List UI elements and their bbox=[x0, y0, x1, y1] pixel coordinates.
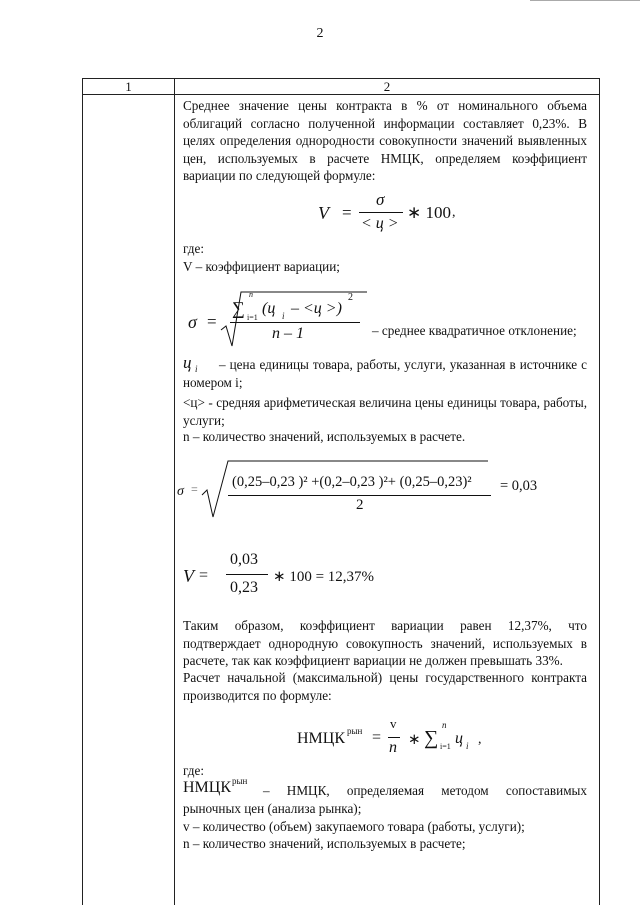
formula-sigma-calc-den: 2 bbox=[356, 497, 364, 513]
nmck-symbol: НМЦК bbox=[183, 779, 232, 796]
table-column-divider bbox=[174, 78, 175, 905]
formula-v-calc-rest: ∗ 100 = 12,37% bbox=[273, 569, 375, 585]
formula-v-calc-den: 0,23 bbox=[230, 579, 258, 596]
formula-nmck-eq: = bbox=[372, 729, 382, 746]
formula-v-tail: , bbox=[452, 205, 456, 220]
formula-nmck-sum-bot: i=1 bbox=[440, 742, 451, 751]
table-right-border bbox=[599, 78, 600, 905]
formula-nmck-sup: рын bbox=[347, 726, 363, 736]
formula-v-calc-bar bbox=[226, 574, 268, 575]
formula-sigma-calc-result: = 0,03 bbox=[500, 478, 538, 494]
n-definition-2: n – количество значений, используемых в расчете; bbox=[183, 836, 466, 851]
ci-definition: – цена единицы товара, работы, услуги, указанная в источнике с номером i; bbox=[183, 357, 587, 390]
formula-sigma-desc: – среднее квадратичное отклонение; bbox=[372, 323, 577, 338]
formula-v-lhs: V bbox=[318, 203, 329, 223]
table-header-col2: 2 bbox=[383, 79, 391, 94]
formula-nmck-sum: ∑ bbox=[424, 727, 439, 749]
page-number: 2 bbox=[316, 26, 324, 41]
formula-nmck-tail: , bbox=[478, 732, 482, 747]
formula-sigma-sum-bot: i=1 bbox=[247, 313, 258, 322]
formula-sigma-lhs: σ bbox=[188, 312, 197, 332]
intro-paragraph: Среднее значение цены контракта в % от номинального объема облигаций согласно полученной информации составляет 0,23%. В целях определения однородности совокупности значений выявленных цен, используемых в расчете НМЦК, определяем коэффициент вариации по следующей формуле: bbox=[183, 98, 587, 183]
table-header-bottom-border bbox=[82, 94, 600, 95]
formula-v-bar bbox=[359, 212, 403, 213]
formula-sigma-expr2: – <ц >) bbox=[291, 300, 342, 317]
formula-v-num: σ bbox=[376, 190, 385, 209]
formula-sigma-bar bbox=[230, 322, 360, 323]
formula-v-calc-num: 0,03 bbox=[230, 551, 258, 568]
formula-sigma-sum-top: n bbox=[249, 290, 253, 299]
formula-nmck-sum-top: n bbox=[442, 720, 447, 730]
variation-definition: V – коэффициент вариации; bbox=[183, 259, 340, 274]
nmck-intro-paragraph: Расчет начальной (максимальной) цены государственного контракта производится по формуле: bbox=[183, 670, 587, 703]
formula-nmck-ci: ц bbox=[455, 730, 463, 747]
where-label-2: где: bbox=[183, 763, 204, 778]
n-definition: n – количество значений, используемых в расчете. bbox=[183, 429, 466, 444]
formula-sigma-expr: (ц bbox=[262, 300, 276, 317]
formula-v-calc-eq: = bbox=[199, 567, 209, 584]
formula-sigma-sum: ∑ bbox=[232, 298, 245, 318]
conclusion-paragraph: Таким образом, коэффициент вариации равен 12,37%, что подтверждает однородную совокупность значений, используемых в расчете, так как коэффициент вариации не должен превышать 33%. bbox=[183, 618, 587, 668]
formula-v-calc-lhs: V bbox=[183, 566, 194, 586]
formula-sigma-den: n – 1 bbox=[272, 325, 304, 342]
formula-sigma-pow: 2 bbox=[348, 292, 353, 303]
formula-sigma-calc-lhs: σ bbox=[177, 484, 184, 499]
quantity-definition: v – количество (объем) закупаемого товара (работы, услуги); bbox=[183, 819, 525, 834]
ci-symbol: ц bbox=[183, 353, 192, 372]
formula-nmck-times: ∗ bbox=[408, 732, 421, 748]
formula-nmck-num: v bbox=[390, 716, 397, 731]
formula-v-den: < ц > bbox=[361, 215, 399, 232]
formula-nmck-den: n bbox=[389, 739, 397, 756]
top-edge-line bbox=[530, 0, 640, 1]
where-label-1: где: bbox=[183, 241, 204, 256]
formula-sigma-sub-i: i bbox=[282, 311, 285, 321]
formula-sigma-calc-eq: = bbox=[191, 482, 198, 496]
table-left-border bbox=[82, 78, 83, 905]
nmck-sup: рын bbox=[232, 776, 248, 786]
formula-sigma-calc-numerator: (0,25–0,23 )² +(0,2–0,23 )²+ (0,25–0,23)² bbox=[232, 474, 472, 490]
mean-definition: <ц> - средняя арифметическая величина цены единицы товара, работы, услуги; bbox=[183, 395, 587, 428]
formula-nmck-bar bbox=[388, 737, 400, 738]
table-header-col1: 1 bbox=[125, 79, 132, 94]
formula-nmck-lhs: НМЦК bbox=[297, 730, 346, 747]
formula-v-times: ∗ 100 bbox=[407, 203, 451, 222]
formula-v-eq: = bbox=[342, 203, 352, 222]
ci-subscript: i bbox=[195, 364, 198, 374]
formula-nmck-ci-sub: i bbox=[466, 741, 469, 751]
nmck-definition: – НМЦК, определяемая методом сопоставимых рыночных цен (анализа рынка); bbox=[183, 783, 587, 816]
formula-sigma-eq: = bbox=[207, 312, 217, 331]
formula-sigma-calc-bar bbox=[228, 495, 491, 496]
